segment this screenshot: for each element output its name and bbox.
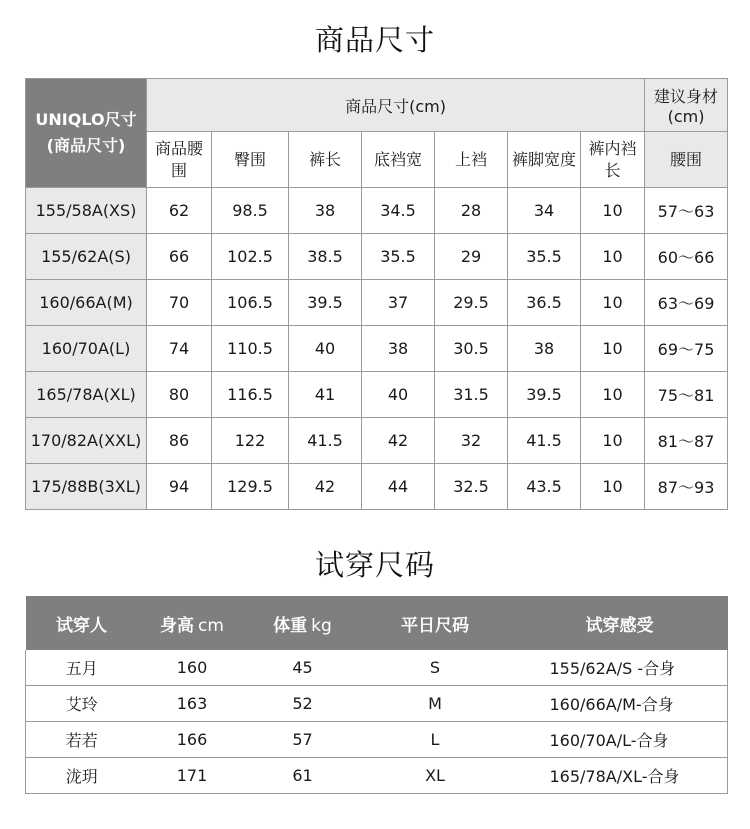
size-cell: 122 (212, 418, 289, 464)
size-cell: 38 (362, 326, 435, 372)
tryon-cell: 163 (138, 686, 247, 722)
column-header: 腰围 (645, 132, 728, 188)
size-chart-title: 商品尺寸 (314, 23, 435, 57)
size-cell: 10 (581, 188, 645, 234)
tryon-cell: 155/62A/S -合身 (512, 650, 728, 686)
size-cell: 41.5 (289, 418, 362, 464)
size-cell: 44 (362, 464, 435, 510)
size-row (26, 188, 728, 234)
size-row (26, 418, 728, 464)
column-header: 裤长 (289, 132, 362, 188)
size-cell: 36.5 (508, 280, 581, 326)
size-cell: 98.5 (212, 188, 289, 234)
size-cell: 42 (289, 464, 362, 510)
tryon-cell: 52 (247, 686, 359, 722)
size-cell: 34 (508, 188, 581, 234)
tryon-cell: 艾玲 (26, 686, 138, 722)
tryon-cell: S (359, 650, 512, 686)
tryon-cell: 45 (247, 650, 359, 686)
tryon-cell: 五月 (26, 650, 138, 686)
tryon-header-label: 试穿人 (56, 615, 107, 636)
tryon-row (26, 758, 728, 794)
size-label: 155/62A(S) (26, 234, 147, 280)
size-cell: 10 (581, 280, 645, 326)
brand-size-header-line2: (商品尺寸) (46, 136, 126, 155)
tryon-table (25, 596, 728, 794)
size-cell: 106.5 (212, 280, 289, 326)
size-cell: 39.5 (508, 372, 581, 418)
tryon-cell: 61 (247, 758, 359, 794)
column-header: 底裆宽 (362, 132, 435, 188)
tryon-row (26, 722, 728, 758)
tryon-header (26, 596, 138, 650)
tryon-header (512, 596, 728, 650)
tryon-header-label: 体重 (273, 615, 308, 636)
tryon-cell: 160/70A/L-合身 (512, 722, 728, 758)
size-cell: 94 (147, 464, 212, 510)
tryon-cell: 166 (138, 722, 247, 758)
size-cell: 34.5 (362, 188, 435, 234)
size-cell: 40 (362, 372, 435, 418)
size-cell: 70 (147, 280, 212, 326)
tryon-cell: 160/66A/M-合身 (512, 686, 728, 722)
size-cell: 40 (289, 326, 362, 372)
tryon-cell: 160 (138, 650, 247, 686)
size-cell: 80 (147, 372, 212, 418)
size-cell: 37 (362, 280, 435, 326)
size-cell: 29.5 (435, 280, 508, 326)
brand-size-header-line1: UNIQLO尺寸 (35, 110, 137, 129)
size-cell: 102.5 (212, 234, 289, 280)
size-label: 155/58A(XS) (26, 188, 147, 234)
size-cell: 32.5 (435, 464, 508, 510)
size-row (26, 464, 728, 510)
size-cell: 30.5 (435, 326, 508, 372)
brand-size-header (26, 79, 147, 188)
column-header: 臀围 (212, 132, 289, 188)
size-cell: 38.5 (289, 234, 362, 280)
size-label: 160/66A(M) (26, 280, 147, 326)
size-cell: 38 (508, 326, 581, 372)
size-cell: 87～93 (645, 464, 728, 510)
column-header-part: 商品腰 (154, 138, 203, 158)
tryon-cell: M (359, 686, 512, 722)
tryon-cell: 165/78A/XL-合身 (512, 758, 728, 794)
size-chart-table (25, 78, 728, 510)
tryon-cell: L (359, 722, 512, 758)
tryon-cell: 171 (138, 758, 247, 794)
size-label: 160/70A(L) (26, 326, 147, 372)
size-cell: 43.5 (508, 464, 581, 510)
size-cell: 31.5 (435, 372, 508, 418)
suggested-body-header-line1: 建议身材 (654, 87, 719, 106)
size-cell: 35.5 (508, 234, 581, 280)
size-cell: 39.5 (289, 280, 362, 326)
tryon-header (247, 596, 359, 650)
size-cell: 86 (147, 418, 212, 464)
tryon-header-label: 平日尺码 (401, 615, 469, 636)
size-cell: 10 (581, 372, 645, 418)
size-cell: 35.5 (362, 234, 435, 280)
size-row (26, 326, 728, 372)
size-cell: 42 (362, 418, 435, 464)
size-cell: 63～69 (645, 280, 728, 326)
suggested-body-header-line2: (cm) (667, 107, 705, 126)
tryon-row (26, 686, 728, 722)
size-label: 165/78A(XL) (26, 372, 147, 418)
tryon-header (359, 596, 512, 650)
size-cell: 69～75 (645, 326, 728, 372)
size-cell: 41 (289, 372, 362, 418)
suggested-body-header (645, 79, 728, 132)
size-label: 175/88B(3XL) (26, 464, 147, 510)
tryon-header-label: 试穿感受 (585, 615, 654, 636)
column-header-part: 裤内裆 (588, 138, 637, 158)
size-cell: 10 (581, 464, 645, 510)
size-cell: 38 (289, 188, 362, 234)
tryon-header (138, 596, 247, 650)
tryon-row (26, 650, 728, 686)
size-cell: 62 (147, 188, 212, 234)
size-cell: 10 (581, 326, 645, 372)
tryon-cell: 泷玥 (26, 758, 138, 794)
size-row (26, 372, 728, 418)
tryon-cell: 若若 (26, 722, 138, 758)
size-cell: 81～87 (645, 418, 728, 464)
column-header (147, 132, 212, 188)
size-cell: 10 (581, 234, 645, 280)
size-cell: 74 (147, 326, 212, 372)
tryon-header-unit: kg (311, 615, 332, 636)
size-label: 170/82A(XXL) (26, 418, 147, 464)
size-row (26, 280, 728, 326)
tryon-title: 试穿尺码 (314, 548, 435, 582)
size-cell: 110.5 (212, 326, 289, 372)
size-cell: 10 (581, 418, 645, 464)
size-cell: 41.5 (508, 418, 581, 464)
column-header (581, 132, 645, 188)
size-cell: 129.5 (212, 464, 289, 510)
size-cell: 75～81 (645, 372, 728, 418)
product-size-group-header: 商品尺寸(cm) (147, 79, 645, 132)
size-row (26, 234, 728, 280)
column-header-part: 围 (170, 160, 187, 180)
size-cell: 57～63 (645, 188, 728, 234)
size-cell: 116.5 (212, 372, 289, 418)
tryon-cell: 57 (247, 722, 359, 758)
size-cell: 32 (435, 418, 508, 464)
column-header: 裤脚宽度 (508, 132, 581, 188)
size-cell: 60～66 (645, 234, 728, 280)
size-cell: 28 (435, 188, 508, 234)
size-cell: 66 (147, 234, 212, 280)
tryon-header-unit: cm (198, 615, 224, 636)
column-header-part: 长 (604, 160, 621, 180)
column-header: 上裆 (435, 132, 508, 188)
size-cell: 29 (435, 234, 508, 280)
tryon-header-label: 身高 (160, 615, 195, 636)
tryon-cell: XL (359, 758, 512, 794)
